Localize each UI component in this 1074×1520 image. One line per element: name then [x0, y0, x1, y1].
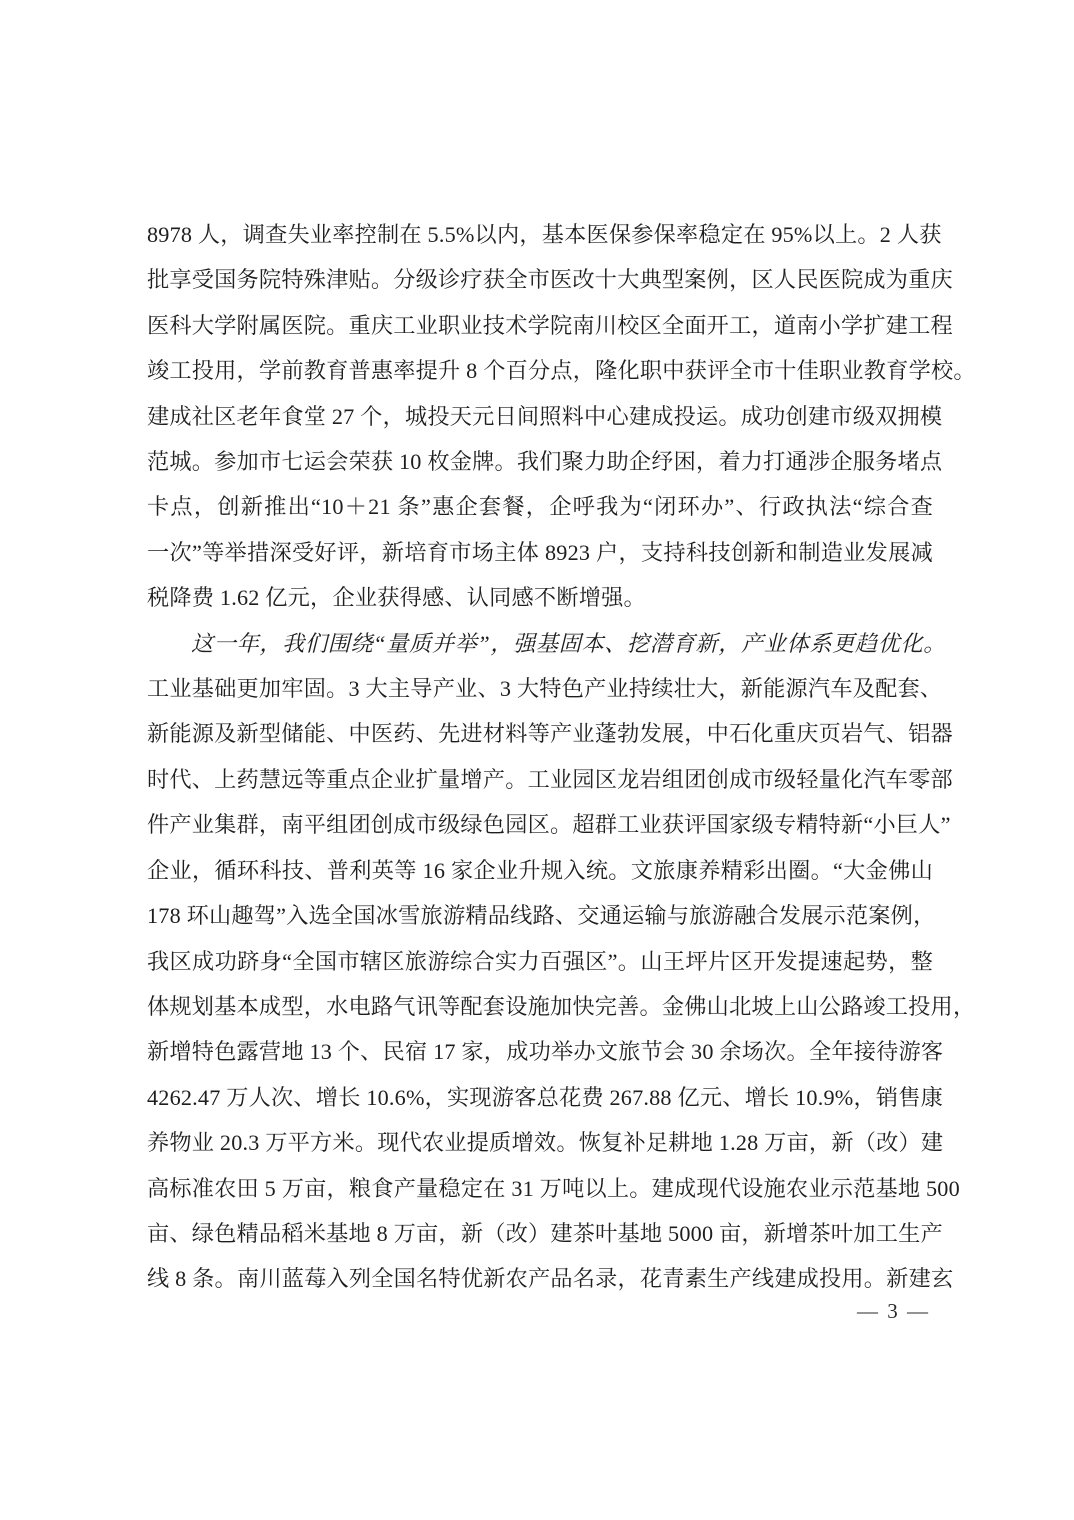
text-line: 新增特色露营地 13 个、民宿 17 家，成功举办文旅节会 30 余场次。全年接待游客 [147, 1039, 944, 1065]
text-line: 件产业集群，南平组团创成市级绿色园区。超群工业获评国家级专精特新“小巨人” [147, 812, 951, 838]
text-line: 企业，循环科技、普利英等 16 家企业升规入统。文旅康养精彩出圈。“大金佛山 [147, 857, 933, 883]
text-line: 一次”等举措深受好评，新培育市场主体 8923 户，支持科技创新和制造业发展减 [147, 539, 933, 565]
text-line: 竣工投用，学前教育普惠率提升 8 个百分点，隆化职中获评全市十佳职业教育学校。 [147, 358, 976, 384]
text-line: 4262.47 万人次、增长 10.6%，实现游客总花费 267.88 亿元、增长 10.9%，销售康 [147, 1084, 943, 1110]
text-line: 线 8 条。南川蓝莓入列全国名特优新农产品名录，花青素生产线建成投用。新建玄 [147, 1266, 954, 1292]
text-line: 新能源及新型储能、中医药、先进材料等产业蓬勃发展，中石化重庆页岩气、铝器 [147, 721, 953, 747]
text-line: 亩、绿色精品稻米基地 8 万亩，新（改）建茶叶基地 5000 亩，新增茶叶加工生产 [147, 1220, 943, 1246]
page-number: — 3 — [857, 1299, 930, 1323]
document-text-block [147, 212, 976, 1302]
text-line: 178 环山趣驾”入选全国冰雪旅游精品线路、交通运输与旅游融合发展示范案例， [147, 903, 936, 929]
text-line: 卡点，创新推出“10＋21 条”惠企套餐，企呼我为“闭环办”、行政执法“综合查 [147, 494, 933, 520]
text-line: 养物业 20.3 万平方米。现代农业提质增效。恢复补足耕地 1.28 万亩，新（改）建 [147, 1130, 944, 1156]
text-line: 我区成功跻身“全国市辖区旅游综合实力百强区”。山王坪片区开发提速起势，整 [147, 948, 933, 974]
text-line: 高标准农田 5 万亩，粮食产量稳定在 31 万吨以上。建成现代设施农业示范基地 500 [147, 1175, 960, 1201]
text-line: 范城。参加市七运会荣获 10 枚金牌。我们聚力助企纾困，着力打通涉企服务堵点 [147, 449, 943, 475]
text-line: 医科大学附属医院。重庆工业职业技术学院南川校区全面开工，道南小学扩建工程 [147, 312, 953, 338]
text-line: 8978 人，调查失业率控制在 5.5%以内，基本医保参保率稳定在 95%以上。2 人获 [147, 222, 942, 247]
text-line: 这一年，我们围绕“量质并举”，强基固本、挖潜育新，产业体系更趋优化。 [191, 630, 947, 656]
text-line: 税降费 1.62 亿元，企业获得感、认同感不断增强。 [147, 585, 646, 611]
text-line: 建成社区老年食堂 27 个，城投天元日间照料中心建成投运。成功创建市级双拥模 [147, 403, 943, 429]
text-line: 体规划基本成型，水电路气讯等配套设施加快完善。金佛山北坡上山公路竣工投用， [147, 993, 976, 1019]
text-line: 批享受国务院特殊津贴。分级诊疗获全市医改十大典型案例，区人民医院成为重庆 [147, 267, 953, 293]
text-line: 工业基础更加牢固。3 大主导产业、3 大特色产业持续壮大，新能源汽车及配套、 [147, 676, 943, 702]
text-line: 时代、上药慧远等重点企业扩量增产。工业园区龙岩组团创成市级轻量化汽车零部 [147, 766, 953, 792]
